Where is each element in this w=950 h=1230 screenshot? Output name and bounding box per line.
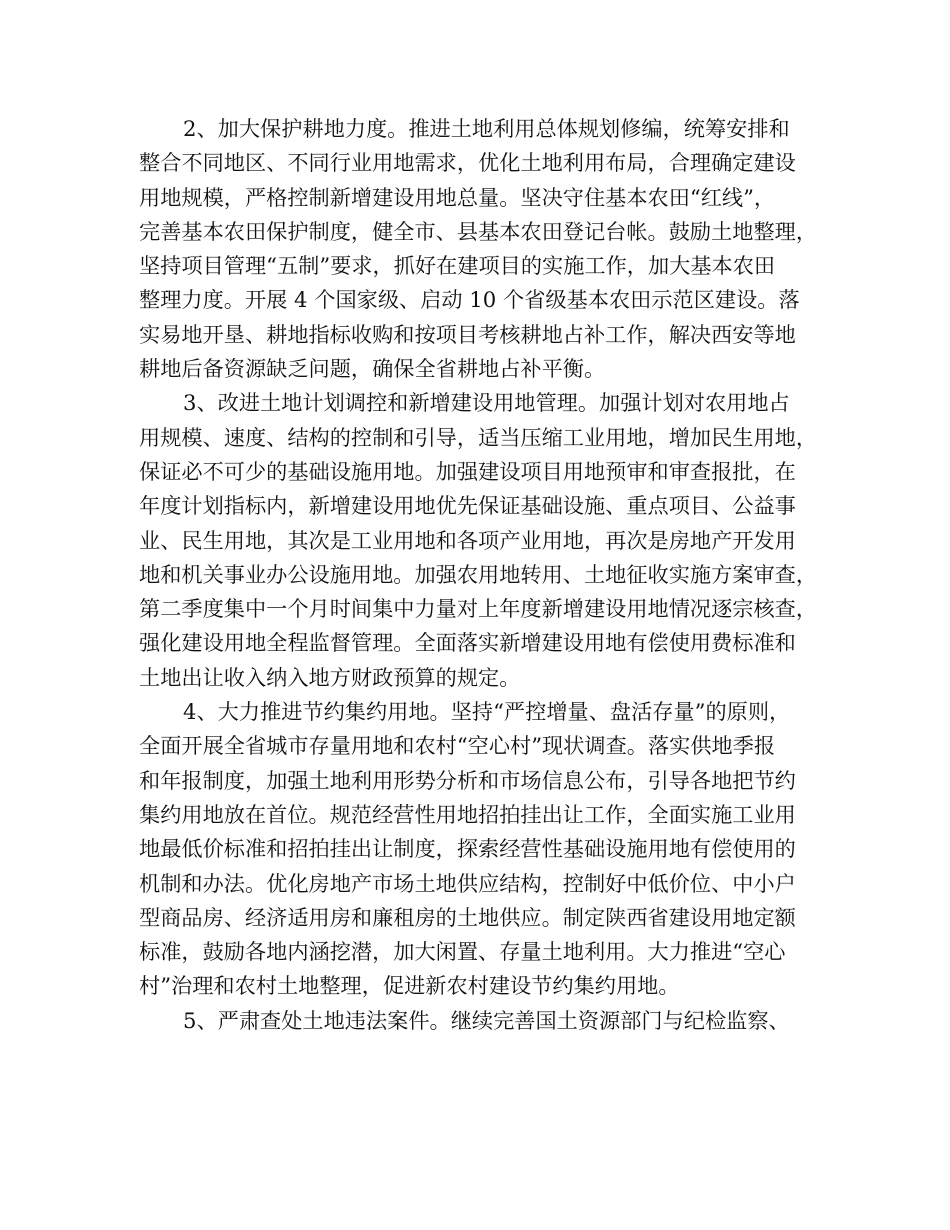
body-text — [139, 112, 819, 1038]
text-line: 全面开展全省城市存量用地和农村“空心村”现状调查。落实供地季报 — [139, 733, 776, 759]
text-line: 实易地开垦、耕地指标收购和按项目考核耕地占补工作，解决西安等地 — [139, 321, 796, 347]
text-line: 土地出让收入纳入地方财政预算的规定。 — [139, 664, 521, 690]
paragraph-5-land-violations — [139, 1004, 819, 1038]
text-line: 业、民生用地，其次是工业用地和各项产业用地，再次是房地产开发用 — [139, 527, 796, 553]
text-line: 年度计划指标内，新增建设用地优先保证基础设施、重点项目、公益事 — [139, 493, 796, 519]
text-line: 整合不同地区、不同行业用地需求，优化土地利用布局，合理确定建设 — [139, 150, 796, 176]
paragraph-2-protect-farmland — [139, 112, 819, 386]
text-line: 4、大力推进节约集约用地。坚持“严控增量、盘活存量”的原则， — [183, 699, 791, 725]
text-line: 5、严肃查处土地违法案件。继续完善国土资源部门与纪检监察、 — [183, 1007, 790, 1033]
text-line: 型商品房、经济适用房和廉租房的土地供应。制定陕西省建设用地定额 — [139, 904, 796, 930]
text-line: 强化建设用地全程监督管理。全面落实新增建设用地有偿使用费标准和 — [139, 630, 796, 656]
text-line: 和年报制度，加强土地利用形势分析和市场信息公布，引导各地把节约 — [139, 767, 796, 793]
text-line: 第二季度集中一个月时间集中力量对上年度新增建设用地情况逐宗核查， — [139, 596, 818, 622]
text-line: 地最低价标准和招拍挂出让制度，探索经营性基础设施用地有偿使用的 — [139, 836, 796, 862]
text-line: 3、改进土地计划调控和新增建设用地管理。加强计划对农用地占 — [183, 390, 790, 416]
text-line: 2、加大保护耕地力度。推进土地利用总体规划修编，统筹安排和 — [183, 116, 790, 141]
text-line: 耕地后备资源缺乏问题，确保全省耕地占补平衡。 — [139, 356, 606, 382]
text-line: 用地规模，严格控制新增建设用地总量。坚决守住基本农田“红线”， — [139, 184, 776, 210]
paragraph-3-land-plan-control — [139, 386, 819, 695]
text-line: 整理力度。开展 4 个国家级、启动 10 个省级基本农田示范区建设。落 — [139, 287, 800, 313]
text-line: 集约用地放在首位。规范经营性用地招拍挂出让工作，全面实施工业用 — [139, 801, 796, 827]
text-line: 村”治理和农村土地整理，促进新农村建设节约集约用地。 — [139, 973, 680, 999]
text-line: 标准，鼓励各地内涵挖潜，加大闲置、存量土地利用。大力推进“空心 — [139, 939, 786, 965]
text-line: 坚持项目管理“五制”要求，抓好在建项目的实施工作，加大基本农田 — [139, 253, 776, 279]
text-line: 保证必不可少的基础设施用地。加强建设项目用地预审和审查报批，在 — [139, 458, 796, 484]
text-line: 用规模、速度、结构的控制和引导，适当压缩工业用地，增加民生用地， — [139, 424, 818, 450]
text-line: 地和机关事业办公设施用地。加强农用地转用、土地征收实施方案审查， — [139, 561, 818, 587]
text-line: 完善基本农田保护制度，健全市、县基本农田登记台帐。鼓励土地整理， — [139, 218, 818, 244]
paragraph-4-intensive-land-use — [139, 695, 819, 1004]
text-line: 机制和办法。优化房地产市场土地供应结构，控制好中低价位、中小户 — [139, 870, 796, 896]
